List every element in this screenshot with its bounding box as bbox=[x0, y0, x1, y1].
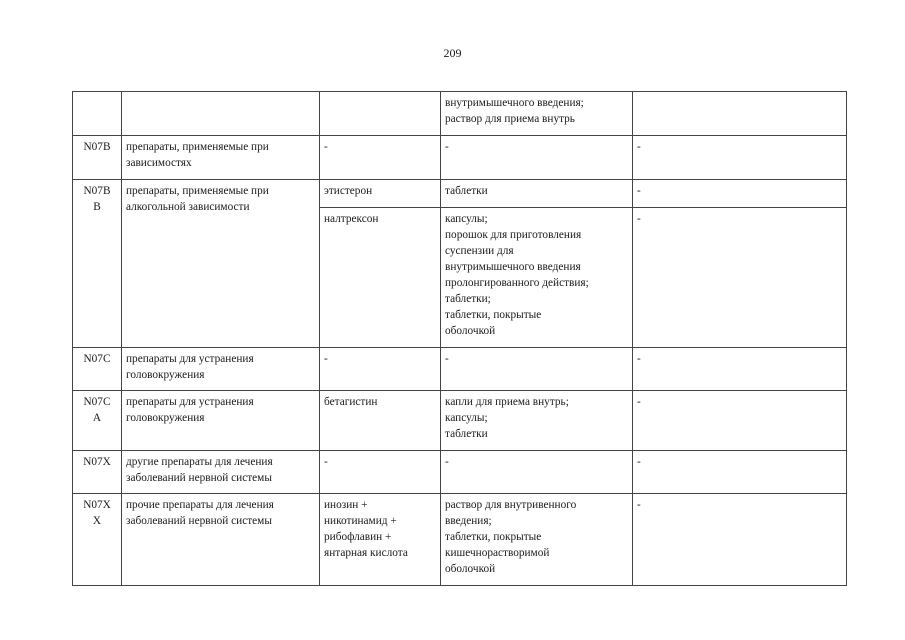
group-name-cell-line: препараты, применяемые при bbox=[126, 185, 269, 197]
note-cell bbox=[633, 180, 847, 208]
substance-name-cell bbox=[320, 391, 441, 451]
group-name-cell bbox=[122, 391, 320, 451]
substance-name-cell bbox=[320, 180, 441, 208]
substance-name-cell bbox=[320, 348, 441, 391]
atc-code-cell bbox=[73, 180, 122, 348]
group-name-cell-line: прочие препараты для лечения bbox=[126, 499, 274, 511]
group-name-cell bbox=[122, 451, 320, 494]
group-name-cell-line: зависимостях bbox=[126, 157, 192, 169]
group-name-cell-line: головокружения bbox=[126, 412, 205, 424]
atc-code-cell-line: N07X bbox=[83, 499, 111, 511]
dosage-forms-cell-line: таблетки, покрытые bbox=[445, 309, 542, 321]
group-name-cell bbox=[122, 92, 320, 136]
substance-name-cell bbox=[320, 451, 441, 494]
note-cell-line: - bbox=[637, 213, 641, 225]
substance-name-cell bbox=[320, 208, 441, 348]
note-cell bbox=[633, 136, 847, 180]
dosage-forms-cell-line: внутримышечного введения; bbox=[445, 97, 584, 109]
atc-code-cell bbox=[73, 391, 122, 451]
note-cell bbox=[633, 451, 847, 494]
note-cell-line: - bbox=[637, 499, 641, 511]
table-row bbox=[73, 391, 847, 451]
substance-name-cell bbox=[320, 494, 441, 586]
note-cell bbox=[633, 92, 847, 136]
note-cell-line: - bbox=[637, 456, 641, 468]
dosage-forms-cell bbox=[441, 494, 633, 586]
note-cell bbox=[633, 391, 847, 451]
substance-name-cell-line: налтрексон bbox=[324, 213, 379, 225]
page-number: 209 bbox=[443, 46, 462, 60]
note-cell bbox=[633, 208, 847, 348]
atc-code-cell-line: N07C bbox=[83, 353, 111, 365]
atc-code-cell-line: N07B bbox=[83, 141, 111, 153]
atc-code-cell-line: X bbox=[92, 515, 102, 527]
note-cell-line: - bbox=[637, 353, 641, 365]
atc-code-cell-line: N07B bbox=[83, 185, 111, 197]
substance-name-cell-line: - bbox=[324, 141, 328, 153]
atc-code-cell-line: B bbox=[93, 201, 101, 213]
dosage-forms-cell-line: оболочкой bbox=[445, 325, 496, 337]
group-name-cell-line: заболеваний нервной системы bbox=[126, 515, 272, 527]
atc-code-cell bbox=[73, 136, 122, 180]
substance-name-cell-line: инозин + bbox=[324, 499, 368, 511]
dosage-forms-cell-line: капсулы; bbox=[445, 213, 488, 225]
atc-code-cell-line: N07C bbox=[83, 396, 111, 408]
dosage-forms-cell-line: введения; bbox=[445, 515, 492, 527]
dosage-forms-cell-line: оболочкой bbox=[445, 563, 496, 575]
table-row bbox=[73, 92, 847, 136]
dosage-forms-cell-line: внутримышечного введения bbox=[445, 261, 581, 273]
group-name-cell-line: препараты для устранения bbox=[126, 396, 254, 408]
dosage-forms-cell-line: суспензии для bbox=[445, 245, 514, 257]
table-row bbox=[73, 451, 847, 494]
dosage-forms-cell-line: таблетки, покрытые bbox=[445, 531, 542, 543]
atc-code-cell bbox=[73, 92, 122, 136]
group-name-cell bbox=[122, 136, 320, 180]
dosage-forms-cell bbox=[441, 451, 633, 494]
dosage-forms-cell-line: капли для приема внутрь; bbox=[445, 396, 569, 408]
table-row bbox=[73, 180, 847, 208]
note-cell-line: - bbox=[637, 396, 641, 408]
dosage-forms-cell-line: раствор для внутривенного bbox=[445, 499, 577, 511]
atc-code-cell bbox=[73, 494, 122, 586]
atc-code-cell bbox=[73, 348, 122, 391]
atc-code-cell-line: N07X bbox=[83, 456, 111, 468]
table-row bbox=[73, 494, 847, 586]
dosage-forms-cell-line: - bbox=[445, 456, 449, 468]
substance-name-cell bbox=[320, 136, 441, 180]
note-cell-line: - bbox=[637, 185, 641, 197]
dosage-forms-cell bbox=[441, 136, 633, 180]
substance-name-cell bbox=[320, 92, 441, 136]
group-name-cell bbox=[122, 494, 320, 586]
note-cell-line: - bbox=[637, 141, 641, 153]
dosage-forms-cell-line: пролонгированного действия; bbox=[445, 277, 589, 289]
atc-code-cell bbox=[73, 451, 122, 494]
group-name-cell-line: препараты, применяемые при bbox=[126, 141, 269, 153]
dosage-forms-cell-line: таблетки; bbox=[445, 293, 491, 305]
dosage-forms-cell-line: - bbox=[445, 141, 449, 153]
substance-name-cell-line: - bbox=[324, 456, 328, 468]
dosage-forms-cell-line: порошок для приготовления bbox=[445, 229, 582, 241]
group-name-cell bbox=[122, 180, 320, 348]
table-row bbox=[73, 348, 847, 391]
drug-classification-table bbox=[72, 91, 847, 586]
dosage-forms-cell-line: капсулы; bbox=[445, 412, 488, 424]
group-name-cell bbox=[122, 348, 320, 391]
substance-name-cell-line: янтарная кислота bbox=[324, 547, 408, 559]
note-cell bbox=[633, 348, 847, 391]
dosage-forms-cell-line: таблетки bbox=[445, 428, 488, 440]
dosage-forms-cell-line: таблетки bbox=[445, 185, 488, 197]
note-cell bbox=[633, 494, 847, 586]
dosage-forms-cell-line: раствор для приема внутрь bbox=[445, 113, 575, 125]
substance-name-cell-line: никотинамид + bbox=[324, 515, 397, 527]
group-name-cell-line: препараты для устранения bbox=[126, 353, 254, 365]
substance-name-cell-line: этистерон bbox=[324, 185, 373, 197]
group-name-cell-line: головокружения bbox=[126, 369, 205, 381]
dosage-forms-cell-line: - bbox=[445, 353, 449, 365]
group-name-cell-line: алкогольной зависимости bbox=[126, 201, 250, 213]
dosage-forms-cell bbox=[441, 180, 633, 208]
table-row bbox=[73, 136, 847, 180]
substance-name-cell-line: бетагистин bbox=[324, 396, 378, 408]
dosage-forms-cell bbox=[441, 391, 633, 451]
group-name-cell-line: заболеваний нервной системы bbox=[126, 472, 272, 484]
dosage-forms-cell bbox=[441, 348, 633, 391]
substance-name-cell-line: рибофлавин + bbox=[324, 531, 392, 543]
group-name-cell-line: другие препараты для лечения bbox=[126, 456, 273, 468]
atc-code-cell-line: A bbox=[92, 412, 102, 424]
dosage-forms-cell bbox=[441, 92, 633, 136]
dosage-forms-cell bbox=[441, 208, 633, 348]
substance-name-cell-line: - bbox=[324, 353, 328, 365]
dosage-forms-cell-line: кишечнорастворимой bbox=[445, 547, 550, 559]
